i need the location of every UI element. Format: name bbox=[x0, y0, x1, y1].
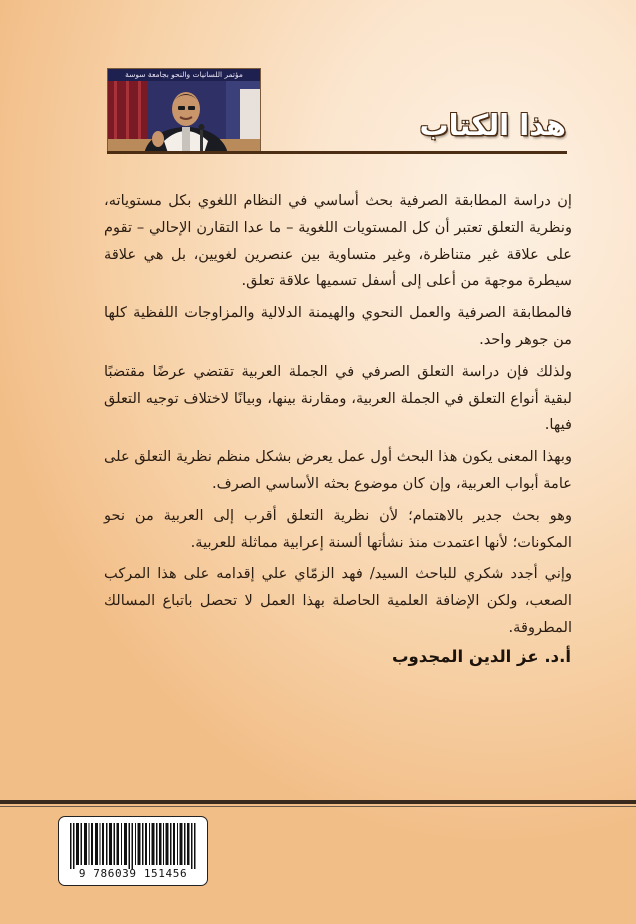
author-photo-image bbox=[108, 69, 260, 153]
isbn-number: 9 786039 151456 bbox=[78, 867, 188, 880]
paragraph: فالمطابقة الصرفية والعمل النحوي والهيمنة الدلالية والمزاوجات اللفظية كلها من جوهر واحد. bbox=[104, 304, 572, 348]
bottom-divider bbox=[0, 800, 636, 804]
blurb-text bbox=[104, 188, 572, 647]
paragraph: وإني أجدد شكري للباحث السيد/ فهد الزمّاي علي إقدامه على هذا المركب الصعب، ولكن الإضافة العلمية الحاصلة بهذا العمل لا تحصل باتباع المسالك المطروقة. bbox=[104, 565, 572, 636]
paragraph: إن دراسة المطابقة الصرفية بحث أساسي في النظام اللغوي بكل مستوياته، ونظرية التعلق تعتبر أن كل المستويات اللغوية – ما عدا التقارن الإحالي – تقوم على علاقة غير متناظرة، وغير متساوية بين عنصرين لغويين، بل هي علاقة سيطرة موجهة من أعلى إلى أسفل تسميها علاقة تعلق. bbox=[104, 192, 572, 290]
paragraph: وهو بحث جدير بالاهتمام؛ لأن نظرية التعلق أقرب إلى العربية من نحو المكونات؛ لأنها اعتمدت منذ نشأتها ألسنة إعرابية مماثلة للعربية. bbox=[104, 506, 572, 551]
title-divider bbox=[107, 151, 567, 154]
author-name: أ.د. عز الدين المجدوب bbox=[391, 647, 571, 666]
isbn-barcode bbox=[58, 816, 208, 886]
paragraph: وبهذا المعنى يكون هذا البحث أول عمل يعرض بشكل منظم نظرية التعلق على عامة أبواب العربية، وإن كان موضوع بحثه الأساسي الصرف. bbox=[104, 448, 572, 492]
photo-banner-text: مؤتمر اللسانيات والنحو بجامعة سوسة bbox=[125, 70, 243, 79]
section-title: هذا الكتاب bbox=[419, 108, 566, 142]
paragraph: ولذلك فإن دراسة التعلق الصرفي في الجملة العربية تقتضي عرضًا مقتضبًا لبقية أنواع التعلق في الجملة العربية، ومقارنة بينها، وبيانًا لاختلاف توجيه التعلق فيها. bbox=[104, 362, 572, 434]
bottom-divider-thin bbox=[0, 806, 636, 807]
author-photo bbox=[107, 68, 261, 154]
barcode-bars bbox=[68, 823, 200, 869]
